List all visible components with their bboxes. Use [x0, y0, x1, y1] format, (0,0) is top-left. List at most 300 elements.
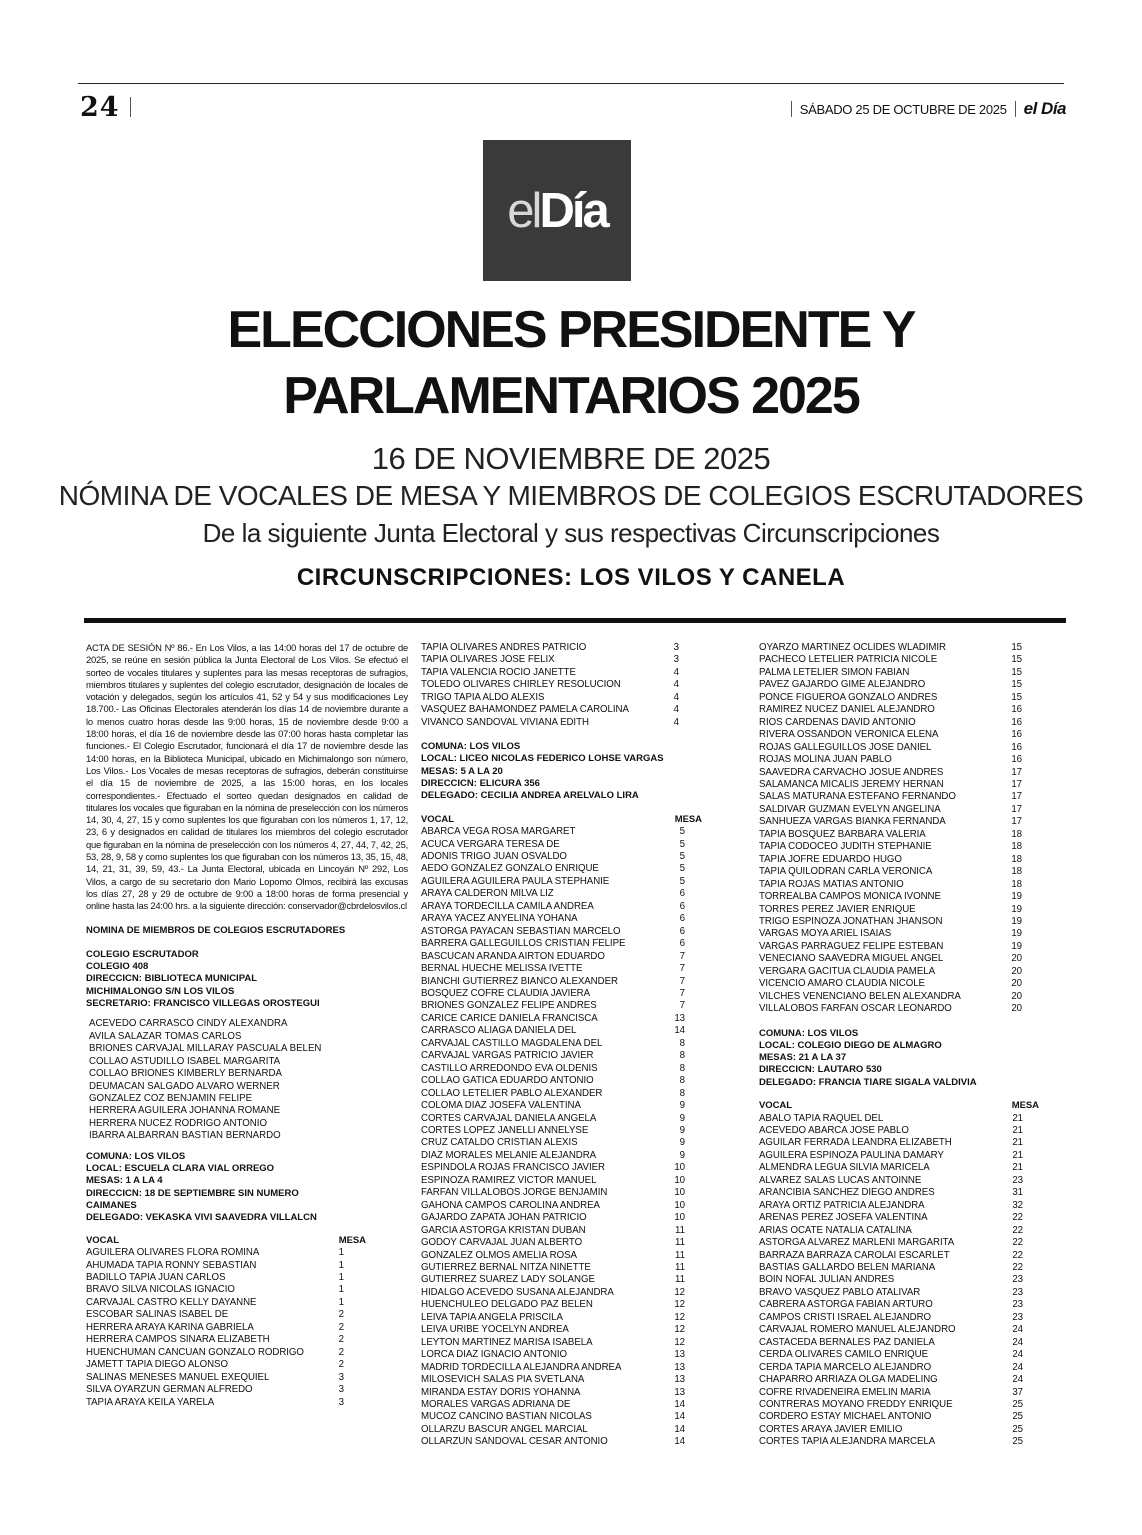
mesa-number: 16 — [1011, 716, 1022, 728]
page-number-separator — [130, 97, 131, 117]
vocal-row — [421, 1175, 685, 1187]
vocal-name: TAPIA QUILODRAN CARLA VERONICA — [759, 866, 933, 878]
vocal-row — [759, 717, 1022, 729]
mesa-number: 25 — [1012, 1398, 1023, 1410]
election-date: 16 DE NOVIEMBRE DE 2025 — [371, 441, 771, 476]
vocal-name: CHAPARRO ARRIAZA OLGA MADELING — [759, 1374, 938, 1386]
mesa-number: 21 — [1012, 1137, 1023, 1149]
mesa-number: 16 — [1011, 741, 1022, 753]
vocal-row — [759, 1324, 1023, 1336]
mesa-number: 8 — [679, 1062, 685, 1074]
vocal-name: CERDA TAPIA MARCELO ALEJANDRO — [759, 1361, 932, 1373]
vocal-row — [759, 692, 1022, 704]
vocal-row — [759, 667, 1022, 679]
issue-date: SÁBADO 25 DE OCTUBRE DE 2025 — [799, 101, 1007, 117]
mesa-number: 22 — [1012, 1237, 1023, 1249]
vocal-row — [759, 1187, 1023, 1199]
mesa-number: 15 — [1011, 654, 1022, 666]
vocal-name: GONZALEZ OLMOS AMELIA ROSA — [421, 1249, 577, 1261]
info-line: MESAS: 5 A LA 20 — [421, 765, 503, 777]
nomina-subtitle: NÓMINA DE VOCALES DE MESA Y MIEMBROS DE COLEGIOS ESCRUTADORES — [58, 480, 1084, 511]
vocal-row — [421, 863, 685, 875]
vocal-row — [421, 1274, 685, 1286]
vocal-row — [759, 1237, 1023, 1249]
vocal-name: CORTES CARVAJAL DANIELA ANGELA — [421, 1112, 597, 1124]
mesa-number: 5 — [679, 826, 685, 838]
vocal-name: CORTES ARAYA JAVIER EMILIO — [759, 1423, 903, 1435]
vocal-header-row — [421, 814, 702, 826]
mesa-number: 15 — [1011, 666, 1022, 678]
vocal-name: AGUILERA AGUILERA PAULA STEPHANIE — [421, 875, 610, 887]
mesa-number: 1 — [338, 1247, 344, 1259]
vocal-name: CARVAJAL VARGAS PATRICIO JAVIER — [421, 1050, 594, 1062]
mesa-number: 18 — [1011, 853, 1022, 865]
vocales-list-1-cont — [421, 642, 679, 729]
vocal-name: MILOSEVICH SALAS PIA SVETLANA — [421, 1374, 585, 1386]
vocal-name: ALMENDRA LEGUA SILVIA MARICELA — [759, 1162, 930, 1174]
vocal-name: JAMETT TAPIA DIEGO ALONSO — [86, 1359, 228, 1371]
mesa-header: MESA — [338, 1234, 366, 1246]
vocal-name: PACHECO LETELIER PATRICIA NICOLE — [759, 654, 938, 666]
vocal-name: CARVAJAL ROMERO MANUEL ALEJANDRO — [759, 1324, 956, 1336]
mesa-number: 21 — [1012, 1124, 1023, 1136]
info-line: DELEGADO: CECILIA ANDREA ARELVALO LIRA — [421, 790, 639, 802]
mesa-number: 8 — [679, 1075, 685, 1087]
vocal-name: CORDERO ESTAY MICHAEL ANTONIO — [759, 1411, 932, 1423]
info-line: DIRECCICN: LAUTARO 530 — [759, 1064, 882, 1076]
mesa-number: 3 — [673, 654, 679, 666]
mesa-number: 24 — [1012, 1349, 1023, 1361]
vocal-name: RIOS CARDENAS DAVID ANTONIO — [759, 716, 916, 728]
vocal-row — [759, 1436, 1023, 1448]
vocal-row — [421, 1113, 685, 1125]
vocal-name: BOIN NOFAL JULIAN ANDRES — [759, 1274, 895, 1286]
mesa-number: 8 — [679, 1050, 685, 1062]
mesa-number: 5 — [679, 875, 685, 887]
mesa-number: 21 — [1012, 1112, 1023, 1124]
vocal-row — [759, 791, 1022, 803]
mesa-number: 19 — [1011, 915, 1022, 927]
mesa-number: 22 — [1012, 1249, 1023, 1261]
member-name: COLLAO ASTUDILLO ISABEL MARGARITA — [89, 1055, 281, 1067]
mesa-number: 3 — [338, 1396, 344, 1408]
vocal-row — [421, 876, 685, 888]
vocal-header-row — [759, 1100, 1039, 1112]
mesa-number: 10 — [674, 1174, 685, 1186]
vocal-row — [86, 1397, 344, 1409]
vocal-name: TAPIA JOFRE EDUARDO HUGO — [759, 853, 902, 865]
info-line: DIRECCICN: BIBLIOTECA MUNICIPAL — [86, 973, 257, 985]
mesa-number: 14 — [674, 1436, 685, 1448]
mesa-number: 20 — [1011, 978, 1022, 990]
top-rule — [78, 83, 1064, 84]
mesa-number: 20 — [1011, 1003, 1022, 1015]
vocal-row — [421, 1038, 685, 1050]
vocal-name: TAPIA CODOCEO JUDITH STEPHANIE — [759, 841, 932, 853]
mesa-number: 9 — [679, 1124, 685, 1136]
circunscripciones-title: CIRCUNSCRIPCIONES: LOS VILOS Y CANELA — [296, 564, 846, 591]
mesa-number: 7 — [679, 975, 685, 987]
mesa-number: 11 — [675, 1274, 685, 1286]
vocal-name: LEIVA TAPIA ANGELA PRISCILA — [421, 1311, 563, 1323]
logo-el: el — [507, 183, 540, 238]
vocal-row — [421, 1337, 685, 1349]
vocal-name: LORCA DIAZ IGNACIO ANTONIO — [421, 1349, 568, 1361]
vocal-row — [86, 1334, 344, 1346]
vocal-row — [86, 1284, 344, 1296]
mesa-number: 16 — [1011, 704, 1022, 716]
vocal-row — [421, 1137, 685, 1149]
vocal-name: GUTIERREZ BERNAL NITZA NINETTE — [421, 1261, 591, 1273]
vocal-name: CARICE CARICE DANIELA FRANCISCA — [421, 1012, 598, 1024]
mesa-number: 18 — [1011, 878, 1022, 890]
column-3 — [759, 642, 1069, 1449]
mesa-number: 12 — [674, 1336, 685, 1348]
mesa-number: 24 — [1012, 1361, 1023, 1373]
mesa-number: 1 — [338, 1271, 344, 1283]
column-2 — [421, 642, 711, 1449]
vocales-list-2-cont — [759, 642, 1022, 1016]
vocal-name: BARRERA GALLEGUILLOS CRISTIAN FELIPE — [421, 938, 626, 950]
page-number: 24 — [80, 92, 120, 123]
vocal-name: ACUCA VERGARA TERESA DE — [421, 838, 560, 850]
vocal-row — [421, 692, 679, 704]
member-name: DEUMACAN SALGADO ALVARO WERNER — [89, 1080, 280, 1092]
vocal-row — [759, 1137, 1023, 1149]
vocal-row — [759, 1424, 1023, 1436]
mesa-number: 16 — [1011, 754, 1022, 766]
vocal-row — [759, 804, 1022, 816]
vocal-name: GUTIERREZ SUAREZ LADY SOLANGE — [421, 1274, 595, 1286]
vocal-row — [759, 854, 1022, 866]
vocal-name: SAAVEDRA CARVACHO JOSUE ANDRES — [759, 766, 944, 778]
mesa-number: 14 — [674, 1025, 685, 1037]
mesa-number: 9 — [679, 1112, 685, 1124]
vocal-name: TAPIA OLIVARES JOSE FELIX — [421, 654, 555, 666]
vocal-row — [421, 976, 685, 988]
vocal-name: MIRANDA ESTAY DORIS YOHANNA — [421, 1386, 581, 1398]
vocal-name: BOSQUEZ COFRE CLAUDIA JAVIERA — [421, 988, 591, 999]
mesa-number: 11 — [675, 1249, 685, 1261]
mesa-number: 24 — [1012, 1374, 1023, 1386]
mesa-number: 11 — [675, 1261, 685, 1273]
vocal-row — [421, 1312, 685, 1324]
vocal-row — [421, 654, 679, 666]
mesa-number: 24 — [1012, 1336, 1023, 1348]
mesa-number: 1 — [338, 1284, 344, 1296]
mesa-number: 2 — [338, 1309, 344, 1321]
vocal-name: BARRAZA BARRAZA CAROLAI ESCARLET — [759, 1249, 950, 1261]
vocal-row — [759, 1162, 1023, 1174]
vocal-row — [86, 1359, 344, 1371]
vocal-name: TRIGO TAPIA ALDO ALEXIS — [421, 691, 545, 703]
header-dateline — [783, 99, 1066, 119]
vocal-name: AGUILERA ESPINOZA PAULINA DAMARY — [759, 1149, 944, 1161]
vocal-name: VILLALOBOS FARFAN OSCAR LEONARDO — [759, 1003, 952, 1015]
vocal-name: COLOMA DIAZ JOSEFA VALENTINA — [421, 1100, 581, 1112]
info-line: MESAS: 1 A LA 4 — [86, 1175, 163, 1187]
vocal-name: RAMIREZ NUCEZ DANIEL ALEJANDRO — [759, 704, 935, 716]
vocal-header: VOCAL — [421, 813, 455, 825]
vocal-row — [759, 1362, 1023, 1374]
mesa-number: 10 — [674, 1162, 685, 1174]
mesa-number: 4 — [673, 716, 679, 728]
vocal-row — [759, 928, 1022, 940]
mesa-number: 15 — [1011, 642, 1022, 653]
mesa-number: 1 — [338, 1259, 344, 1271]
vocal-row — [759, 953, 1022, 965]
mesa-number: 13 — [674, 1361, 685, 1373]
vocal-row — [759, 754, 1022, 766]
vocal-name: SILVA OYARZUN GERMAN ALFREDO — [86, 1384, 253, 1396]
vocal-name: TORREALBA CAMPOS MONICA IVONNE — [759, 891, 941, 903]
vocal-row — [421, 1387, 685, 1399]
vocal-name: BRAVO VASQUEZ PABLO ATALIVAR — [759, 1286, 921, 1298]
mesa-number: 17 — [1011, 791, 1022, 803]
vocal-row — [421, 826, 685, 838]
mesa-number: 18 — [1011, 828, 1022, 840]
info-line: MESAS: 21 A LA 37 — [759, 1052, 847, 1064]
mesa-number: 23 — [1012, 1299, 1023, 1311]
vocales-list-2 — [421, 826, 685, 1449]
vocal-name: VARGAS PARRAGUEZ FELIPE ESTEBAN — [759, 940, 944, 952]
mesa-number: 17 — [1011, 816, 1022, 828]
mesa-number: 14 — [674, 1423, 685, 1435]
vocal-name: BERNAL HUECHE MELISSA IVETTE — [421, 963, 583, 975]
mesa-number: 9 — [679, 1100, 685, 1112]
vocal-row — [759, 1225, 1023, 1237]
vocal-name: ROJAS MOLINA JUAN PABLO — [759, 754, 892, 766]
vocal-row — [759, 916, 1022, 928]
vocal-name: CASTILLO ARREDONDO EVA OLDENIS — [421, 1062, 598, 1074]
vocal-row — [421, 988, 685, 1000]
vocal-row — [421, 1374, 685, 1386]
vocal-row — [759, 1175, 1023, 1187]
vocal-row — [421, 1162, 685, 1174]
mesa-number: 13 — [674, 1012, 685, 1024]
vocal-name: BRIONES GONZALEZ FELIPE ANDRES — [421, 1000, 597, 1012]
mesa-number: 13 — [674, 1386, 685, 1398]
vocal-row — [759, 654, 1022, 666]
vocal-name: ACEVEDO ABARCA JOSE PABLO — [759, 1124, 909, 1136]
vocal-name: MADRID TORDECILLA ALEJANDRA ANDREA — [421, 1361, 622, 1373]
vocal-row — [759, 966, 1022, 978]
vocal-row — [421, 679, 679, 691]
vocal-row — [86, 1272, 344, 1284]
mesa-number: 6 — [679, 925, 685, 937]
vocales-list-3 — [759, 1113, 1023, 1449]
logo-dia: Día — [539, 183, 607, 238]
mesa-number: 15 — [1011, 679, 1022, 691]
mesa-number: 23 — [1012, 1274, 1023, 1286]
vocal-row — [421, 1436, 685, 1448]
vocal-header: VOCAL — [86, 1234, 120, 1246]
date-separator — [791, 101, 792, 117]
vocal-name: ESPINOZA RAMIREZ VICTOR MANUEL — [421, 1174, 597, 1186]
vocal-row — [421, 963, 685, 975]
vocal-row — [421, 1025, 685, 1037]
vocal-row — [759, 1200, 1023, 1212]
vocal-name: CERDA OLIVARES CAMILO ENRIQUE — [759, 1349, 929, 1361]
vocal-row — [759, 1349, 1023, 1361]
vocal-row — [759, 1125, 1023, 1137]
mesa-number: 1 — [338, 1296, 344, 1308]
vocal-row — [421, 1013, 685, 1025]
local-block-1 — [86, 1151, 408, 1225]
vocal-name: PALMA LETELIER SIMON FABIAN — [759, 666, 910, 678]
info-line: SECRETARIO: FRANCISCO VILLEGAS OROSTEGUI — [86, 998, 320, 1010]
mesa-number: 3 — [673, 642, 679, 653]
vocal-row — [421, 704, 679, 716]
vocal-name: HERRERA ARAYA KARINA GABRIELA — [86, 1321, 254, 1333]
mesa-number: 2 — [338, 1359, 344, 1371]
vocal-name: RIVERA OSSANDON VERONICA ELENA — [759, 729, 939, 741]
vocal-row — [421, 839, 685, 851]
member-name: BRIONES CARVAJAL MILLARAY PASCUALA BELEN — [89, 1043, 322, 1055]
vocal-name: ALVAREZ SALAS LUCAS ANTOINNE — [759, 1174, 922, 1186]
vocales-list-1 — [86, 1247, 344, 1409]
vocal-row — [86, 1247, 344, 1259]
vocal-name: VILCHES VENENCIANO BELEN ALEXANDRA — [759, 990, 961, 1002]
vocal-row — [759, 1113, 1023, 1125]
vocal-name: OYARZO MARTINEZ OCLIDES WLADIMIR — [759, 642, 946, 653]
vocal-row — [421, 901, 685, 913]
vocal-row — [759, 904, 1022, 916]
vocal-row — [759, 642, 1022, 654]
vocal-name: ASTORGA PAYACAN SEBASTIAN MARCELO — [421, 925, 621, 937]
mesa-number: 31 — [1012, 1187, 1023, 1199]
vocal-row — [759, 704, 1022, 716]
vocal-name: TRIGO ESPINOZA JONATHAN JHANSON — [759, 915, 943, 927]
mesa-number: 3 — [338, 1384, 344, 1396]
mesa-number: 5 — [679, 863, 685, 875]
vocal-name: CARVAJAL CASTILLO MAGDALENA DEL — [421, 1037, 603, 1049]
member-name: HERRERA AGUILERA JOHANNA ROMANE — [89, 1105, 281, 1117]
vocal-name: ARAYA YACEZ ANYELINA YOHANA — [421, 913, 578, 925]
el-dia-logo — [483, 140, 631, 281]
mesa-number: 14 — [674, 1411, 685, 1423]
vocal-row — [759, 879, 1022, 891]
mesa-number: 14 — [674, 1398, 685, 1410]
vocal-name: OLLARZUN SANDOVAL CESAR ANTONIO — [421, 1436, 608, 1448]
vocal-row — [759, 991, 1022, 1003]
vocal-row — [421, 1212, 685, 1224]
vocal-row — [86, 1347, 344, 1359]
vocal-row — [421, 667, 679, 679]
mesa-number: 4 — [673, 704, 679, 716]
info-line: DIRECCICN: 18 DE SEPTIEMBRE SIN NUMERO — [86, 1187, 299, 1199]
mesa-number: 19 — [1011, 928, 1022, 940]
vocal-name: CASTACEDA BERNALES PAZ DANIELA — [759, 1336, 935, 1348]
vocal-name: BADILLO TAPIA JUAN CARLOS — [86, 1271, 226, 1283]
vocal-name: ESCOBAR SALINAS ISABEL DE — [86, 1309, 229, 1321]
vocal-row — [421, 1088, 685, 1100]
mesa-number: 25 — [1012, 1423, 1023, 1435]
mesa-number: 17 — [1011, 803, 1022, 815]
mesa-number: 4 — [673, 679, 679, 691]
mesa-number: 37 — [1012, 1386, 1023, 1398]
mesa-header: MESA — [1011, 1100, 1039, 1112]
mesa-number: 17 — [1011, 778, 1022, 790]
vocal-row — [759, 1399, 1023, 1411]
mesa-number: 20 — [1011, 990, 1022, 1002]
local-block-2 — [421, 741, 711, 802]
vocal-row — [759, 1337, 1023, 1349]
mesa-number: 23 — [1012, 1174, 1023, 1186]
vocal-row — [421, 642, 679, 654]
info-line: CAIMANES — [86, 1200, 137, 1212]
info-line: COLEGIO ESCRUTADOR — [86, 948, 199, 960]
vocal-name: ARANCIBIA SANCHEZ DIEGO ANDRES — [759, 1187, 935, 1199]
mesa-number: 10 — [674, 1187, 685, 1199]
vocal-name: OLLARZU BASCUR ANGEL MARCIAL — [421, 1423, 588, 1435]
vocal-row — [759, 1262, 1023, 1274]
vocal-row — [759, 978, 1022, 990]
vocal-row — [421, 1362, 685, 1374]
mesa-number: 7 — [679, 963, 685, 975]
local-block-3 — [759, 1028, 1069, 1089]
info-line: LOCAL: ESCUELA CLARA VIAL ORREGO — [86, 1163, 275, 1175]
nomina-colegios-title: NOMINA DE MIEMBROS DE COLEGIOS ESCRUTADORES — [86, 924, 346, 936]
vocal-row — [759, 1212, 1023, 1224]
mesa-number: 21 — [1012, 1162, 1023, 1174]
vocal-row — [421, 1399, 685, 1411]
vocal-row — [421, 1075, 685, 1087]
vocal-row — [421, 1250, 685, 1262]
vocal-name: DIAZ MORALES MELANIE ALEJANDRA — [421, 1149, 597, 1161]
vocal-name: VERGARA GACITUA CLAUDIA PAMELA — [759, 965, 935, 977]
vocal-name: SALDIVAR GUZMAN EVELYN ANGELINA — [759, 803, 941, 815]
vocal-row — [759, 829, 1022, 841]
vocal-name: CARVAJAL CASTRO KELLY DAYANNE — [86, 1296, 257, 1308]
vocal-row — [421, 1125, 685, 1137]
mesa-number: 2 — [338, 1334, 344, 1346]
vocal-name: PAVEZ GAJARDO GIME ALEJANDRO — [759, 679, 926, 691]
vocal-name: HUENCHULEO DELGADO PAZ BELEN — [421, 1299, 593, 1311]
mesa-header: MESA — [674, 813, 702, 825]
vocal-row — [759, 742, 1022, 754]
mesa-number: 9 — [679, 1137, 685, 1149]
vocal-name: ARIAS OCATE NATALIA CATALINA — [759, 1224, 912, 1236]
member-name: IBARRA ALBARRAN BASTIAN BERNARDO — [89, 1130, 281, 1142]
mesa-number: 10 — [674, 1199, 685, 1211]
headline-line-1: ELECCIONES PRESIDENTE Y — [227, 301, 915, 359]
mesa-number: 8 — [679, 1037, 685, 1049]
mesa-number: 6 — [679, 900, 685, 912]
vocal-name: LEYTON MARTINEZ MARISA ISABELA — [421, 1336, 593, 1348]
mesa-number: 12 — [674, 1324, 685, 1336]
mesa-number: 12 — [674, 1299, 685, 1311]
mesa-number: 6 — [679, 888, 685, 900]
vocal-row — [421, 951, 685, 963]
section-rule — [84, 618, 1066, 623]
vocal-row — [759, 1150, 1023, 1162]
mesa-number: 24 — [1012, 1324, 1023, 1336]
vocal-name: CORTES LOPEZ JANELLI ANNELYSE — [421, 1124, 589, 1136]
column-1 — [86, 642, 408, 1409]
vocal-name: AEDO GONZALEZ GONZALO ENRIQUE — [421, 863, 599, 875]
vocal-row — [421, 1225, 685, 1237]
mesa-number: 3 — [338, 1371, 344, 1383]
mesa-number: 19 — [1011, 903, 1022, 915]
vocal-row — [86, 1297, 344, 1309]
mesa-number: 6 — [679, 913, 685, 925]
vocal-row — [759, 1299, 1023, 1311]
vocal-name: SANHUEZA VARGAS BIANKA FERNANDA — [759, 816, 946, 828]
mesa-number: 12 — [674, 1286, 685, 1298]
vocal-name: BASCUCAN ARANDA AIRTON EDUARDO — [421, 950, 605, 962]
vocal-row — [421, 717, 679, 729]
